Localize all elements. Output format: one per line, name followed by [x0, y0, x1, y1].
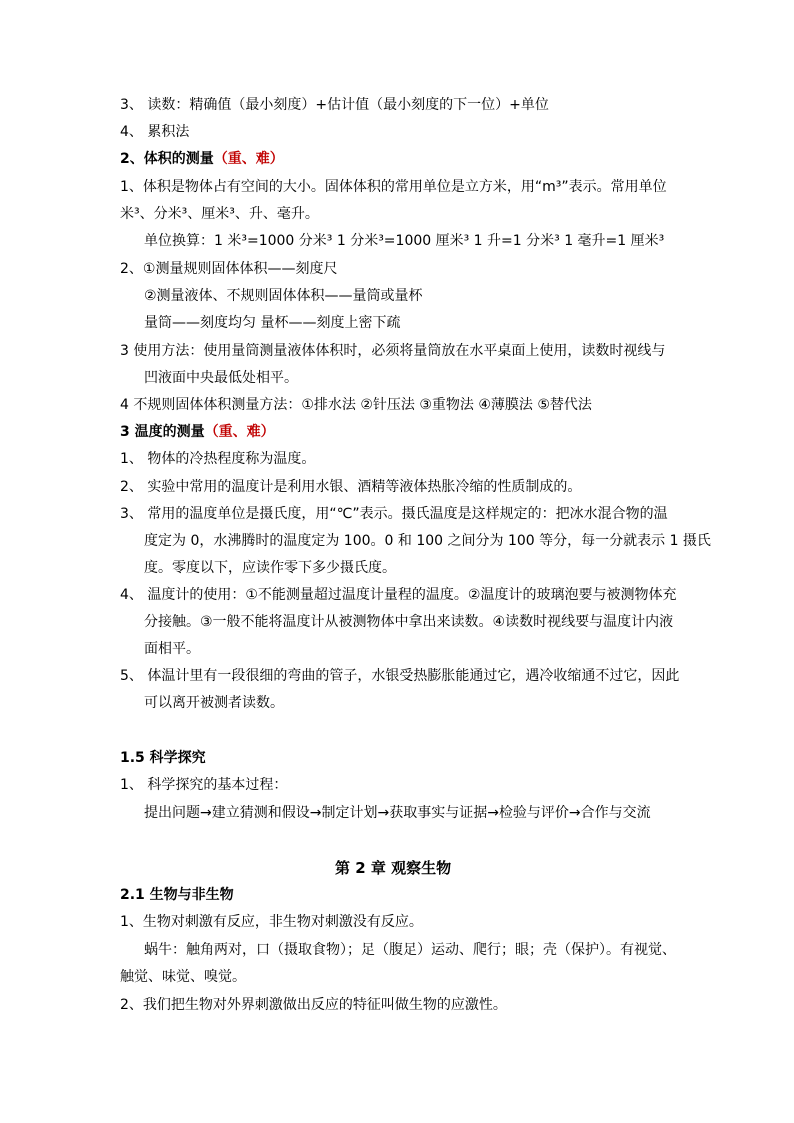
text-line: 分接触。③一般不能将温度计从被测物体中拿出来读数。④读数时视线要与温度计内液 — [144, 614, 674, 630]
text-line: 1、 科学探究的基本过程： — [120, 777, 288, 793]
text-line: 2、①测量规则固体体积——刻度尺 — [120, 261, 338, 277]
text-line: 量筒——刻度均匀 量杯——刻度上密下疏 — [144, 315, 401, 331]
text-line: ②测量液体、不规则固体体积——量筒或量杯 — [144, 288, 423, 304]
text-line: 1、生物对刺激有反应，非生物对刺激没有反应。 — [120, 914, 423, 930]
text-line: 提出问题→建立猜测和假设→制定计划→获取事实与证据→检验与评价→合作与交流 — [144, 805, 651, 821]
text-line: 2、我们把生物对外界刺激做出反应的特征叫做生物的应激性。 — [120, 997, 507, 1013]
text-line: 5、 体温计里有一段很细的弯曲的管子，水银受热膨胀能通过它，遇冷收缩通不过它，因此 — [120, 668, 680, 684]
text-line: 触觉、味觉、嗅觉。 — [120, 969, 246, 985]
text-line: 凹液面中央最低处相平。 — [144, 370, 298, 386]
text-line: 3 使用方法：使用量筒测量液体体积时，必须将量筒放在水平桌面上使用，读数时视线与 — [120, 343, 666, 359]
text-line: 度。零度以下，应读作零下多少摄氏度。 — [144, 560, 396, 576]
heading-emphasis: （重、难） — [204, 424, 275, 440]
heading-text: 3 温度的测量 — [120, 424, 205, 440]
heading-emphasis: （重、难） — [213, 151, 284, 167]
text-line: 面相平。 — [144, 641, 200, 657]
section-heading: 2.1 生物与非生物 — [120, 887, 234, 903]
text-line: 1、体积是物体占有空间的大小。固体体积的常用单位是立方米，用“m³”表示。常用单位 — [120, 179, 667, 195]
heading-text: 2、体积的测量 — [120, 151, 214, 167]
text-line: 3、 读数：精确值（最小刻度）+估计值（最小刻度的下一位）+单位 — [120, 97, 549, 113]
section-heading — [120, 422, 275, 442]
text-line: 蜗牛：触角两对，口（摄取食物）；足（腹足）运动、爬行；眼；壳（保护）。有视觉、 — [144, 942, 676, 958]
text-line: 米³、分米³、厘米³、升、毫升。 — [120, 206, 319, 222]
text-line: 4、 累积法 — [120, 124, 190, 140]
text-line: 可以离开被测者读数。 — [144, 695, 284, 711]
text-line: 单位换算：1 米³=1000 分米³ 1 分米³=1000 厘米³ 1 升=1 分米³ 1 毫升=1 厘米³ — [144, 233, 665, 249]
text-line: 1、 物体的冷热程度称为温度。 — [120, 451, 316, 467]
text-line: 度定为 0，水沸腾时的温度定为 100。0 和 100 之间分为 100 等分，每一分就表示 1 摄氏 — [144, 533, 711, 549]
text-line: 4 不规则固体体积测量方法：①排水法 ②针压法 ③重物法 ④薄膜法 ⑤替代法 — [120, 397, 592, 413]
text-line: 2、 实验中常用的温度计是利用水银、酒精等液体热胀冷缩的性质制成的。 — [120, 479, 582, 495]
section-heading — [120, 149, 284, 169]
chapter-title: 第 2 章 观察生物 — [335, 859, 452, 877]
text-line: 3、 常用的温度单位是摄氏度，用“℃”表示。摄氏温度是这样规定的：把冰水混合物的温 — [120, 506, 668, 522]
section-heading: 1.5 科学探究 — [120, 750, 206, 766]
text-line: 4、 温度计的使用：①不能测量超过温度计量程的温度。②温度计的玻璃泡要与被测物体充 — [120, 587, 677, 603]
